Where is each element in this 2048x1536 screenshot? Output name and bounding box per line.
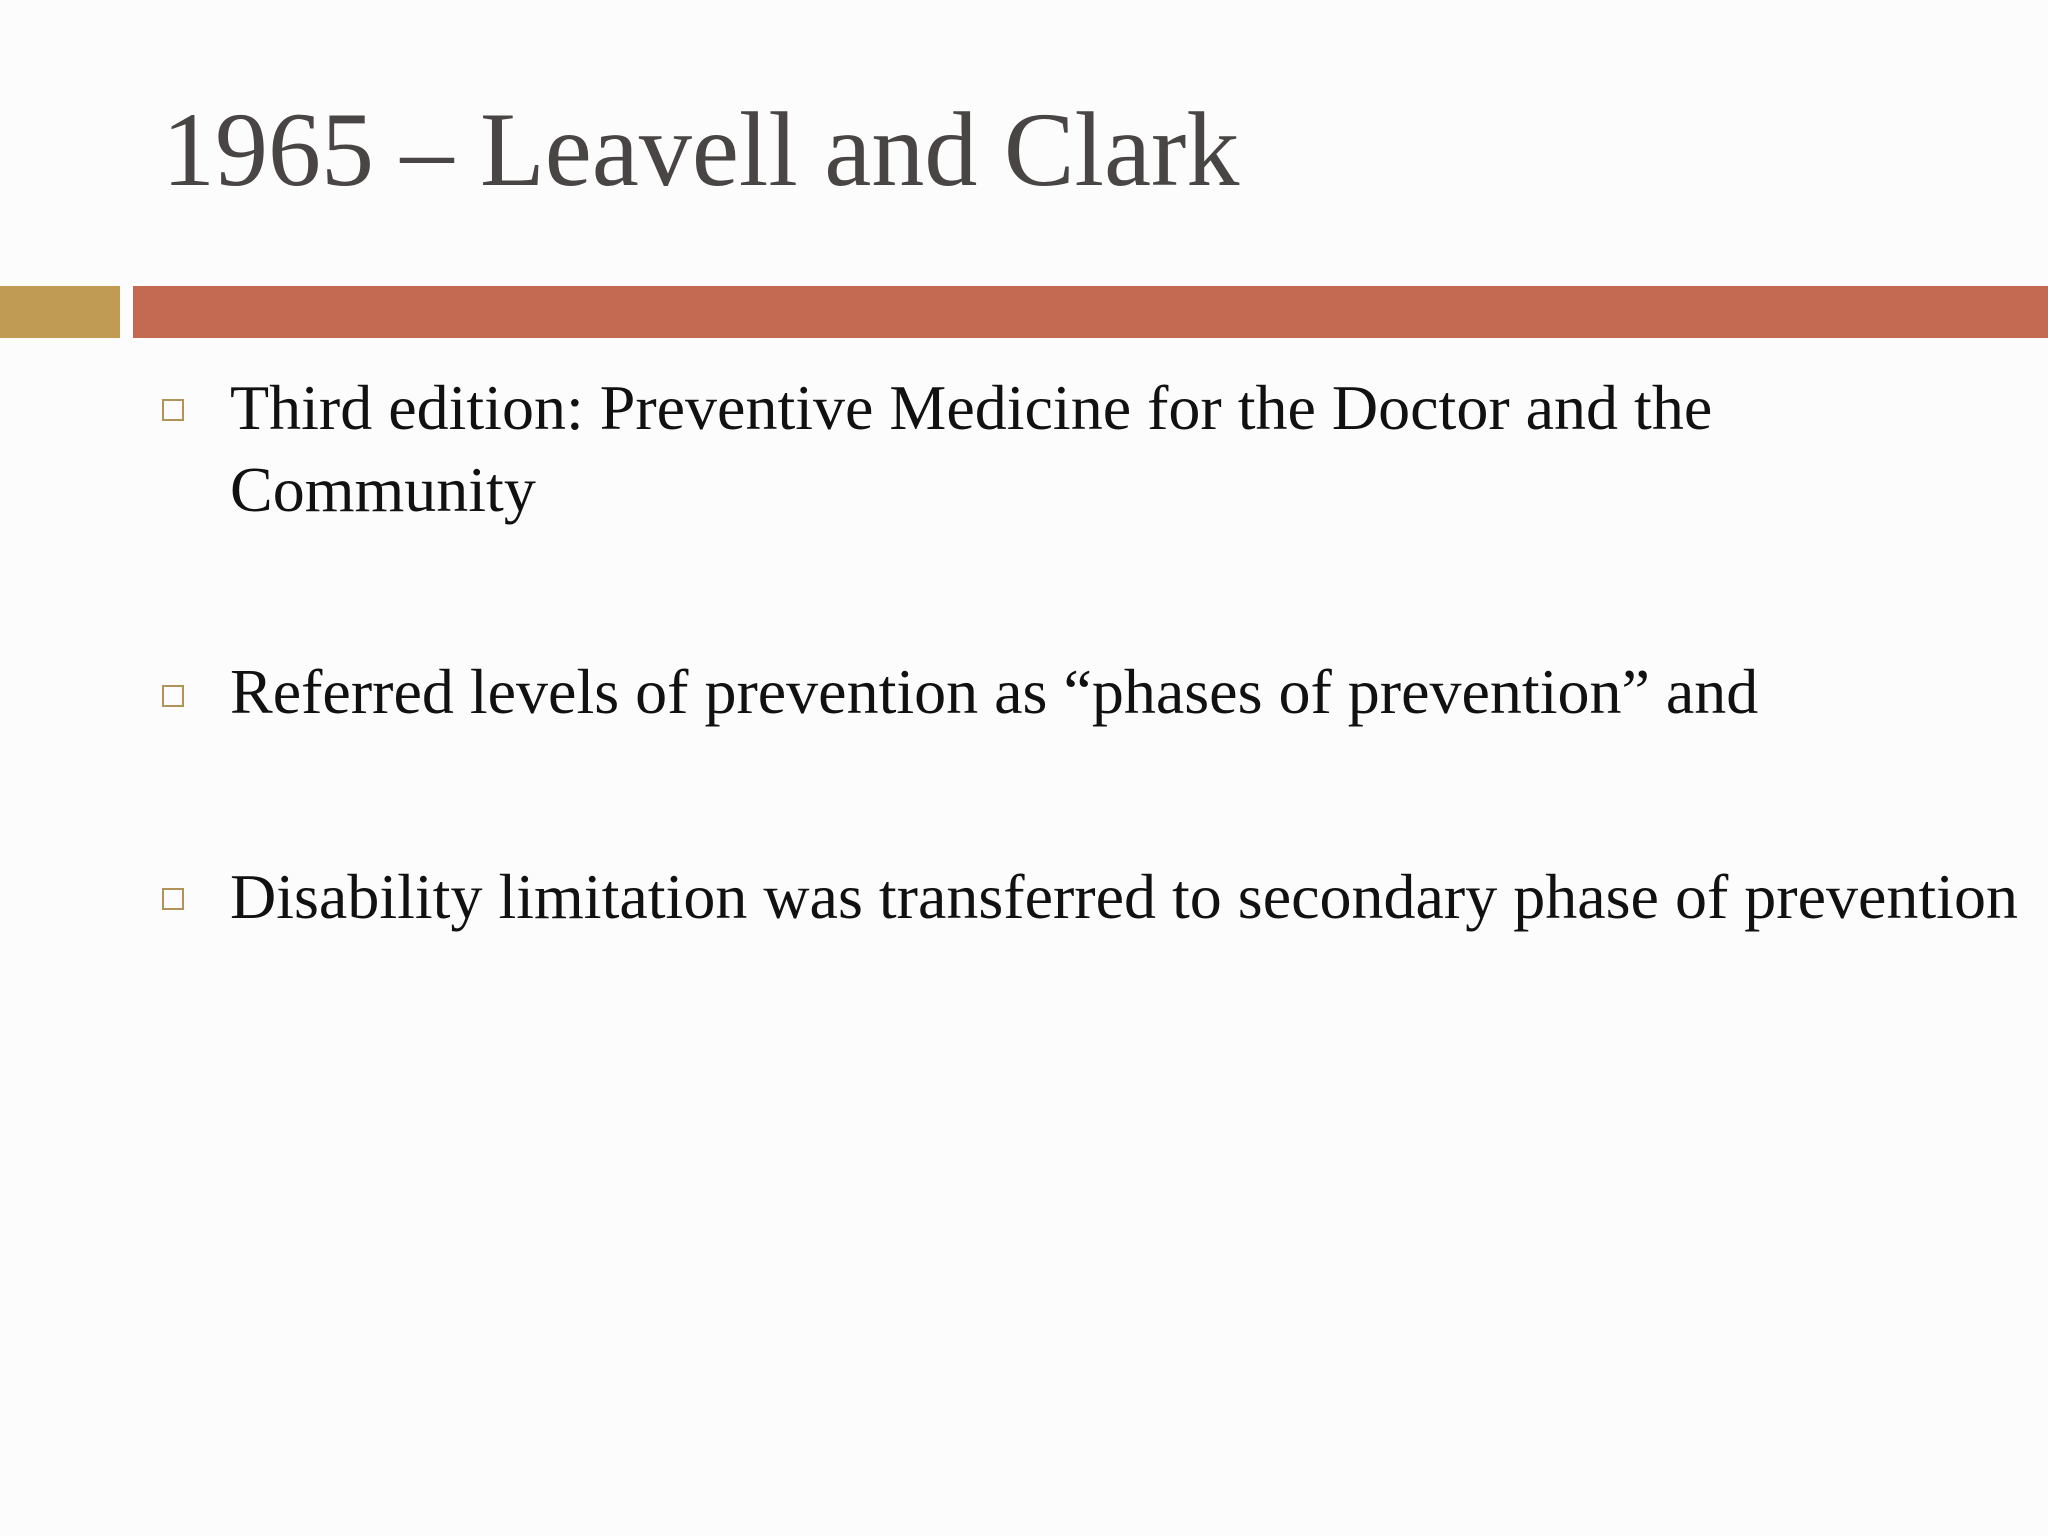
square-outline-icon: [162, 685, 184, 707]
accent-bar: [133, 286, 2048, 338]
square-outline-icon: [162, 888, 184, 910]
square-outline-icon: [162, 399, 184, 421]
bullet-text: Third edition: Preventive Medicine for the Doctor and the Community: [230, 372, 1713, 525]
bullet-text: Disability limitation was transferred to secondary phase of prevention: [230, 861, 2018, 932]
bullet-text: Referred levels of prevention as “phases of prevention” and: [230, 656, 1759, 727]
accent-block: [0, 286, 120, 338]
slide-title: 1965 – Leavell and Clark: [162, 91, 1240, 208]
